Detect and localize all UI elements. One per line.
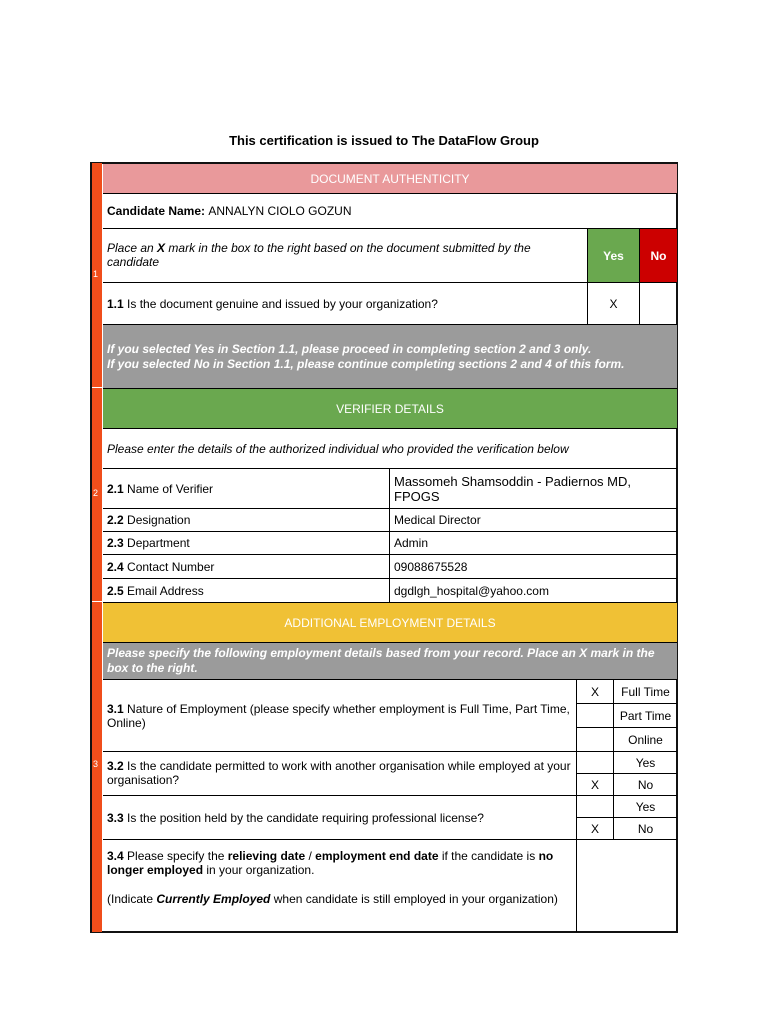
no-column-header: No xyxy=(639,228,677,282)
verifier-row-label xyxy=(103,531,389,554)
verifier-row-label xyxy=(103,554,389,578)
instruction-x: X xyxy=(157,241,166,255)
candidate-name-label: Candidate Name: xyxy=(107,204,206,218)
question-1-1 xyxy=(103,282,587,324)
question-number: 3.1 xyxy=(107,702,124,716)
online-box[interactable] xyxy=(576,727,613,751)
question-text: Is the document genuine and issued by your organization? xyxy=(123,296,438,311)
end-date-answer-box[interactable] xyxy=(576,839,677,932)
online-label: Online xyxy=(613,727,677,751)
question-number: 3.4 xyxy=(107,849,124,863)
row-number: 2.4 xyxy=(107,559,124,574)
section-1-note xyxy=(103,324,677,388)
text-bold: no longer employed xyxy=(107,849,554,877)
license-yes-label: Yes xyxy=(613,795,677,817)
question-1-1-yes-box[interactable]: X xyxy=(587,282,639,324)
row-label: Name of Verifier xyxy=(123,481,214,496)
section-1-number: 1 xyxy=(93,269,99,279)
verifier-details-header: VERIFIER DETAILS xyxy=(103,388,677,428)
document-authenticity-header: DOCUMENT AUTHENTICITY xyxy=(103,164,677,193)
permitted-yes-box[interactable] xyxy=(576,751,613,773)
row-number: 2.2 xyxy=(107,513,124,527)
license-no-label: No xyxy=(613,817,677,839)
verifier-name-value[interactable]: Massomeh Shamsoddin - Padiernos MD, FPOGS xyxy=(389,468,677,508)
part-time-label: Part Time xyxy=(613,703,677,727)
text-part: in your organization. xyxy=(203,863,315,877)
question-3-4-note xyxy=(107,892,572,906)
designation-value[interactable]: Medical Director xyxy=(389,508,677,531)
text-bold-italic: Currently Employed xyxy=(156,892,271,906)
verifier-row-label xyxy=(103,508,389,531)
row-label: Contact Number xyxy=(123,559,215,574)
full-time-label: Full Time xyxy=(613,679,677,703)
section-3-number: 3 xyxy=(93,759,99,769)
text-part: Please specify the xyxy=(123,849,228,863)
section-1-bar xyxy=(90,163,102,387)
row-label: Email Address xyxy=(123,583,204,598)
full-time-box[interactable]: X xyxy=(576,679,613,703)
license-no-box[interactable]: X xyxy=(576,817,613,839)
text-part: when candidate is still employed in your organization) xyxy=(270,892,558,906)
text-bold: employment end date xyxy=(315,849,439,863)
row-label: Designation xyxy=(123,513,191,527)
text-part: / xyxy=(305,849,316,863)
question-1-1-no-box[interactable] xyxy=(639,282,677,324)
verifier-row-label xyxy=(103,578,389,602)
instruction-text xyxy=(103,228,587,282)
question-3-4-paragraph xyxy=(107,849,572,877)
instruction-part: mark in the box to the right based on the document submitted by the candidate xyxy=(107,241,531,269)
section-3-instruction: Please specify the following employment details based from your record. Place an X mark in the box to the right. xyxy=(103,642,677,679)
license-yes-box[interactable] xyxy=(576,795,613,817)
department-value[interactable]: Admin xyxy=(389,531,677,554)
verifier-instruction: Please enter the details of the authorized individual who provided the verification below xyxy=(103,428,677,468)
text-part: (Indicate xyxy=(107,892,157,906)
question-3-2 xyxy=(103,751,576,795)
question-3-1 xyxy=(103,679,576,751)
question-text: Is the candidate permitted to work with another organisation while employed at your organisation? xyxy=(107,759,571,787)
row-number: 2.1 xyxy=(107,481,124,496)
section-2-number: 2 xyxy=(93,488,99,498)
question-number: 3.3 xyxy=(107,810,124,825)
text-bold: relieving date xyxy=(227,849,306,863)
text-part: if the candidate is xyxy=(438,849,539,863)
candidate-name-value: ANNALYN CIOLO GOZUN xyxy=(208,204,352,218)
question-3-4 xyxy=(103,839,576,932)
part-time-box[interactable] xyxy=(576,703,613,727)
row-number: 2.3 xyxy=(107,536,124,550)
email-address-value[interactable]: dgdlgh_hospital@yahoo.com xyxy=(389,578,677,602)
question-number: 3.2 xyxy=(107,759,124,773)
permitted-no-box[interactable]: X xyxy=(576,773,613,795)
verifier-row-label xyxy=(103,468,389,508)
section-2-bar xyxy=(90,388,102,601)
question-3-3 xyxy=(103,795,576,839)
section-3-bar xyxy=(90,602,102,932)
instruction-part: Place an xyxy=(107,241,158,255)
note-line-1: If you selected Yes in Section 1.1, please proceed in completing section 2 and 3 only. xyxy=(107,342,592,356)
page-title: This certification is issued to The DataFlow Group xyxy=(229,133,539,148)
row-label: Department xyxy=(123,536,190,550)
note-line-2: If you selected No in Section 1.1, please continue completing sections 2 and 4 of this form. xyxy=(107,357,625,371)
yes-column-header: Yes xyxy=(587,228,639,282)
additional-employment-header: ADDITIONAL EMPLOYMENT DETAILS xyxy=(103,602,677,642)
candidate-name-row xyxy=(103,193,677,228)
row-number: 2.5 xyxy=(107,583,124,598)
question-text: Is the position held by the candidate requiring professional license? xyxy=(123,810,484,825)
contact-number-value[interactable]: 09088675528 xyxy=(389,554,677,578)
question-text: Nature of Employment (please specify whether employment is Full Time, Part Time, Online) xyxy=(107,702,570,730)
permitted-yes-label: Yes xyxy=(613,751,677,773)
question-number: 1.1 xyxy=(107,296,124,311)
permitted-no-label: No xyxy=(613,773,677,795)
